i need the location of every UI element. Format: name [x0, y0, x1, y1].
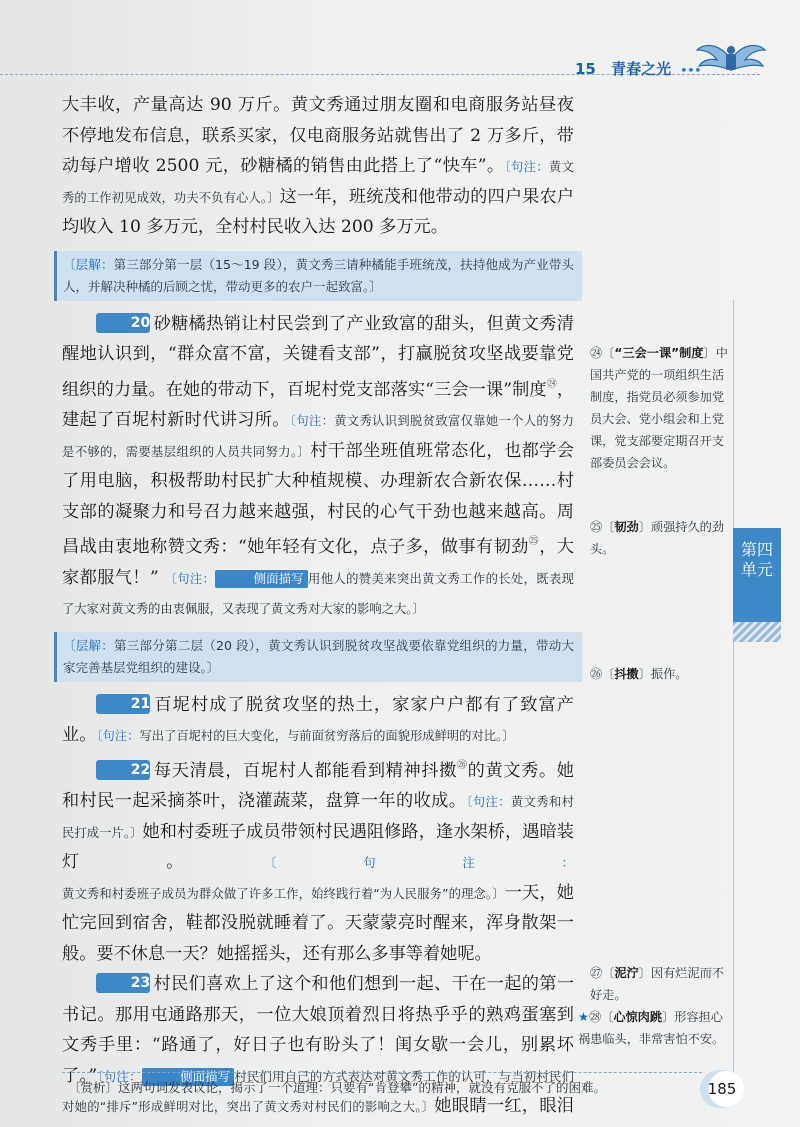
gloss-number: ㉖〔	[590, 667, 615, 681]
p22-text-d: 一天，她忙完回到宿舍，鞋都没脱就睡着了。天蒙蒙亮时醒来，浑身散架一般。要不休息一天？她摇摇头，还有那么多事等着她呢。	[62, 882, 574, 964]
p23-text-a: 村民们喜欢上了这个和他们想到一起、干在一起的第一书记。那用屯通路那天，一位大娘顶着烈日将热乎乎的熟鸡蛋塞到文秀手里：“路通了，好日子也有盼头了！闺女歇一会儿，别累坏了。”	[62, 974, 574, 1086]
note-text: 村民们用自己的方式表达对黄文秀工作的认可，与当初村民们对她的“排斥”形成鲜明对比，突出了黄文秀对村民们的影响之大。〕	[62, 1069, 574, 1114]
p22-text-b: 的黄文秀。她和村民一起采摘茶叶，浇灌蔬菜，盘算一年的收成。	[62, 760, 574, 811]
p23-text-b: 她眼睛一红，眼泪	[434, 1096, 574, 1116]
technique-badge: 侧面描写	[142, 1068, 234, 1086]
note-tag: 〔句注：	[96, 729, 140, 743]
note-text: 写出了百坭村的巨大变化，与前面贫穷落后的面貌形成鲜明的对比。〕	[139, 729, 515, 743]
footer-rule	[62, 1072, 702, 1073]
gloss-text: 〕顽强持久的劲头。	[590, 520, 725, 556]
note-text: 用他人的赞美来突出黄文秀工作的长处，既表现了大家对黄文秀的由衷佩服，又表现了黄文秀对大家的影响之大。〕	[62, 571, 574, 616]
gloss-26	[590, 663, 730, 685]
layer-tag: 〔层解：	[63, 637, 115, 653]
p21-text: 百坭村成了脱贫攻坚的热土，家家户户都有了致富产业。	[62, 694, 574, 745]
p20-text-b: ，建起了百坭村新时代讲习所。	[62, 379, 575, 430]
note-tag: 〔句注：	[466, 795, 511, 809]
lesson-number: 15	[575, 60, 596, 78]
footer-text: 这两句词发表议论，揭示了一个道理：只要有“肯登攀”的精神，就没有克服不了的困难。	[118, 1080, 606, 1095]
paragraph-number: 20	[96, 313, 150, 333]
gloss-number: ㉕〔	[590, 520, 615, 534]
note-tag: 〔句注：	[289, 414, 335, 428]
star-icon: ★	[578, 1010, 589, 1024]
header-dots: •••	[680, 64, 702, 77]
wings-logo-icon	[695, 38, 767, 82]
gloss-number: ㉘〔	[588, 1010, 614, 1024]
margin-rule	[733, 300, 734, 1090]
layer-analysis-2	[54, 632, 582, 682]
gloss-text: 〕中国共产党的一项组织生活制度，指党员必须参加党员大会、党小组会和上党课，党支部要定期召开支部委员会会议。	[590, 346, 728, 470]
p20-text-a: 砂糖橘热销让村民尝到了产业致富的甜头，但黄文秀清醒地认识到，“群众富不富，关键看支部”，打赢脱贫攻坚战要靠党组织的力量。在她的带动下，百坭村党支部落实“三会一课”制度	[62, 313, 574, 400]
footer-label: 〔赏析〕	[68, 1080, 119, 1095]
layer-text: 第三部分第一层（15～19 段），黄文秀三请种橘能手班统茂，扶持他成为产业带头人，并解决种橘的后顾之忧，带动更多的农户一起致富。〕	[63, 256, 574, 294]
footnote-ref: ㉔	[546, 378, 557, 390]
layer-text: 第三部分第二层（20 段），黄文秀认识到脱贫攻坚战要依靠党组织的力量，带动大家完善基层党组织的建设。〕	[63, 637, 574, 675]
gloss-27	[590, 962, 730, 1006]
p22-text-c: 她和村委班子成员带领村民遇阻修路，逢水架桥，遇暗装灯。	[62, 821, 574, 872]
page-number: 185	[700, 1070, 744, 1108]
footnote-ref: ㉖	[457, 759, 468, 771]
unit-tab-stripes	[733, 622, 781, 642]
paragraph-number: 22	[96, 760, 150, 780]
note-text: 黄文秀认识到脱贫致富仅靠她一个人的努力是不够的，需要基层组织的人员共同努力。〕	[62, 414, 574, 459]
gloss-24	[590, 342, 730, 474]
paragraph-21	[62, 690, 574, 751]
layer-analysis-1	[54, 251, 582, 301]
lesson-title: 青春之光	[611, 60, 672, 78]
note-text: 黄文秀和村委班子成员为群众做了许多工作，始终践行着“为人民服务”的理念。〕	[62, 886, 505, 901]
main-text-column	[62, 90, 574, 1127]
gloss-term: 心惊肉跳	[613, 1010, 663, 1024]
gloss-number: ㉗〔	[590, 966, 615, 980]
note-tag: 〔句注：	[504, 160, 550, 174]
paragraph-number: 21	[96, 694, 150, 714]
paragraph-23	[62, 969, 574, 1127]
gloss-term: 抖擞	[614, 667, 639, 681]
intro-text: 大丰收，产量高达 90 万斤。黄文秀通过朋友圈和电商服务站昼夜不停地发布信息，联系买家，仅电商服务站就售出了 2 万多斤，带动每户增收 2500 元，砂糖橘的销售由此搭上了“快车”。	[62, 95, 574, 176]
gloss-28	[578, 1006, 730, 1050]
gloss-25	[590, 516, 730, 560]
p22-text-a: 每天清晨，百坭村人都能看到精神抖擞	[153, 760, 457, 781]
gloss-term: 韧劲	[614, 520, 639, 534]
sentence-note	[96, 729, 514, 743]
note-tag: 〔句注：	[164, 571, 216, 586]
note-tag: 〔句注：	[270, 856, 574, 870]
running-header	[575, 58, 701, 79]
technique-badge: 侧面描写	[215, 570, 307, 588]
gloss-term: “三会一课”制度	[614, 346, 704, 360]
intro-text-end: 这一年，班统茂和他带动的四户果农户均收入 10 多万元，全村村民收入达 200 多万元。	[62, 186, 574, 237]
note-text: 黄文秀的工作初见成效，功夫不负有心人。〕	[62, 160, 574, 205]
paragraph-intro	[62, 90, 574, 243]
p20-text-d: ，大家都服气！”	[62, 537, 574, 588]
p20-text-c: 村干部坐班值班常态化，也都学会了用电脑，积极帮助村民扩大种植规模、办理新农合新农保……村支部的凝聚力和号召力越来越强，村民的心气干劲也越来越高。周昌战由衷地称赞文秀：“她年轻有文化，点子多，做事有韧劲	[62, 440, 574, 557]
layer-tag: 〔层解：	[63, 256, 114, 272]
gloss-text: 〕形容担心祸患临头，非常害怕不安。	[578, 1010, 725, 1046]
gloss-term: 泥泞	[614, 966, 639, 980]
gloss-text: 〕因有烂泥而不好走。	[590, 966, 725, 1002]
note-tag: 〔句注：	[97, 1069, 142, 1084]
footnote-ref: ㉕	[528, 536, 540, 547]
unit-tab-label: 第四单元	[740, 540, 773, 579]
note-text: 黄文秀和村民打成一片。〕	[62, 795, 574, 840]
gloss-text: 〕振作。	[638, 667, 688, 681]
paragraph-20	[62, 309, 574, 624]
paragraph-number: 23	[96, 973, 150, 993]
gloss-number: ㉔〔	[590, 346, 615, 360]
appreciation-footer	[68, 1078, 698, 1098]
paragraph-22	[62, 751, 574, 970]
